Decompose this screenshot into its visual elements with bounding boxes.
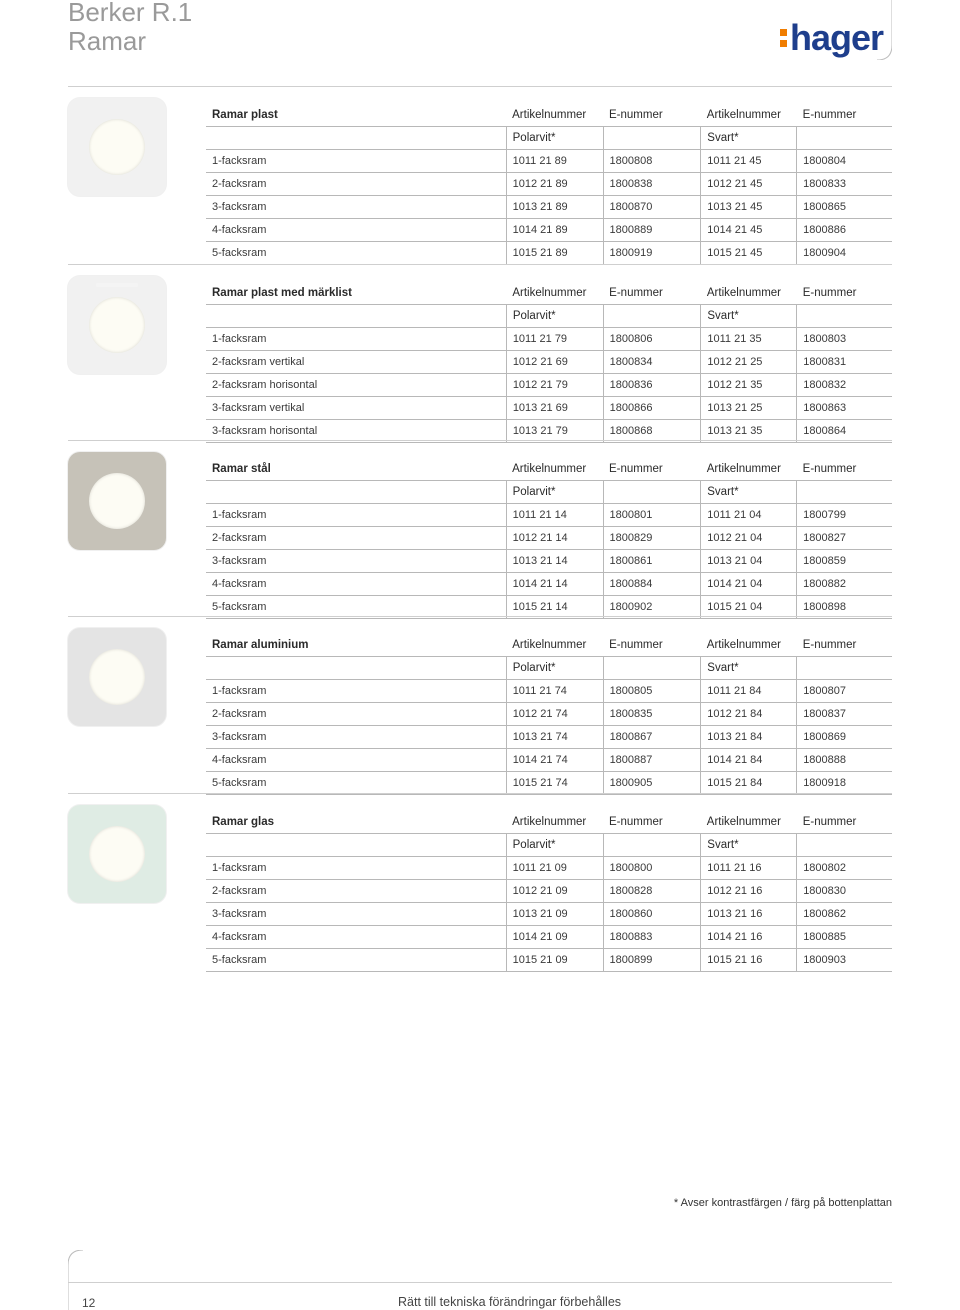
- article-number: 1013 21 25: [701, 397, 797, 420]
- frame-type: 3-facksram: [206, 726, 506, 749]
- article-number: 1011 21 89: [506, 150, 603, 173]
- table-row: [206, 196, 892, 219]
- article-table: [206, 458, 892, 619]
- table-row: [206, 328, 892, 351]
- e-number: 1800899: [603, 949, 701, 972]
- e-number: 1800836: [603, 374, 701, 397]
- e-number: 1800861: [603, 550, 701, 573]
- e-number: 1800889: [603, 219, 701, 242]
- empty-cell: [603, 127, 701, 150]
- color-header-row: [206, 305, 892, 328]
- table-row: [206, 772, 892, 795]
- e-number: 1800806: [603, 328, 701, 351]
- article-number: 1013 21 04: [701, 550, 797, 573]
- e-number: 1800898: [797, 596, 892, 619]
- article-number: 1014 21 16: [701, 926, 797, 949]
- article-number: 1013 21 69: [506, 397, 603, 420]
- frame-product-image: [68, 276, 166, 374]
- table-row: [206, 374, 892, 397]
- color-label: Polarvit*: [506, 481, 603, 504]
- table-row: [206, 527, 892, 550]
- frame-type: 2-facksram: [206, 527, 506, 550]
- article-number: 1013 21 84: [701, 726, 797, 749]
- article-number: 1012 21 35: [701, 374, 797, 397]
- column-header: Artikelnummer: [701, 104, 797, 127]
- color-header-row: [206, 127, 892, 150]
- column-header: E-nummer: [603, 811, 701, 834]
- article-number: 1011 21 45: [701, 150, 797, 173]
- frame-type: 3-facksram horisontal: [206, 420, 506, 443]
- article-number: 1015 21 09: [506, 949, 603, 972]
- frame-type: 5-facksram: [206, 772, 506, 795]
- e-number: 1800886: [797, 219, 892, 242]
- article-number: 1014 21 74: [506, 749, 603, 772]
- e-number: 1800884: [603, 573, 701, 596]
- e-number: 1800827: [797, 527, 892, 550]
- empty-cell: [206, 305, 506, 328]
- color-header-row: [206, 481, 892, 504]
- frame-type: 5-facksram: [206, 242, 506, 265]
- article-table: [206, 104, 892, 265]
- title-line-2: Ramar: [68, 26, 147, 56]
- e-number: 1800831: [797, 351, 892, 374]
- column-header: Artikelnummer: [506, 282, 603, 305]
- e-number: 1800830: [797, 880, 892, 903]
- frame-product-image: [68, 98, 166, 196]
- article-number: 1011 21 14: [506, 504, 603, 527]
- e-number: 1800903: [797, 949, 892, 972]
- article-number: 1011 21 84: [701, 680, 797, 703]
- article-table: [206, 282, 892, 443]
- frame-opening: [89, 119, 145, 175]
- empty-cell: [797, 834, 892, 857]
- column-header: Artikelnummer: [701, 458, 797, 481]
- e-number: 1800866: [603, 397, 701, 420]
- e-number: 1800888: [797, 749, 892, 772]
- frame-product-image: [68, 805, 166, 903]
- e-number: 1800905: [603, 772, 701, 795]
- column-header: E-nummer: [797, 811, 892, 834]
- table-row: [206, 749, 892, 772]
- e-number: 1800869: [797, 726, 892, 749]
- article-number: 1015 21 45: [701, 242, 797, 265]
- section-divider: [68, 264, 892, 265]
- page-title: [68, 0, 192, 56]
- frame-type: 5-facksram: [206, 949, 506, 972]
- section-divider: [68, 86, 892, 87]
- e-number: 1800859: [797, 550, 892, 573]
- article-number: 1012 21 09: [506, 880, 603, 903]
- article-table: [206, 634, 892, 795]
- article-number: 1011 21 16: [701, 857, 797, 880]
- empty-cell: [797, 127, 892, 150]
- e-number: 1800870: [603, 196, 701, 219]
- color-label: Polarvit*: [506, 834, 603, 857]
- article-table: [206, 811, 892, 972]
- empty-cell: [797, 657, 892, 680]
- article-number: 1014 21 14: [506, 573, 603, 596]
- column-header: Artikelnummer: [701, 282, 797, 305]
- frame-type: 1-facksram: [206, 150, 506, 173]
- page-corner-mark-bottom: [68, 1250, 128, 1310]
- table-row: [206, 150, 892, 173]
- table-row: [206, 926, 892, 949]
- article-number: 1014 21 89: [506, 219, 603, 242]
- table-row: [206, 857, 892, 880]
- article-number: 1013 21 09: [506, 903, 603, 926]
- e-number: 1800860: [603, 903, 701, 926]
- table-row: [206, 903, 892, 926]
- table-header-row: [206, 282, 892, 305]
- article-number: 1015 21 74: [506, 772, 603, 795]
- table-header-row: [206, 634, 892, 657]
- article-number: 1015 21 16: [701, 949, 797, 972]
- table-row: [206, 173, 892, 196]
- article-number: 1013 21 79: [506, 420, 603, 443]
- empty-cell: [797, 305, 892, 328]
- empty-cell: [603, 834, 701, 857]
- column-header: Artikelnummer: [701, 634, 797, 657]
- frame-type: 2-facksram: [206, 703, 506, 726]
- frame-type: 4-facksram: [206, 926, 506, 949]
- article-number: 1015 21 04: [701, 596, 797, 619]
- article-number: 1011 21 09: [506, 857, 603, 880]
- table-header-row: [206, 811, 892, 834]
- article-number: 1012 21 04: [701, 527, 797, 550]
- table-header-row: [206, 104, 892, 127]
- e-number: 1800868: [603, 420, 701, 443]
- article-number: 1014 21 09: [506, 926, 603, 949]
- frame-type: 3-facksram: [206, 196, 506, 219]
- e-number: 1800885: [797, 926, 892, 949]
- article-number: 1011 21 04: [701, 504, 797, 527]
- page-number: 12: [82, 1296, 96, 1310]
- article-number: 1013 21 35: [701, 420, 797, 443]
- article-number: 1014 21 04: [701, 573, 797, 596]
- empty-cell: [603, 481, 701, 504]
- e-number: 1800837: [797, 703, 892, 726]
- table-row: [206, 351, 892, 374]
- logo-dots-icon: [780, 29, 787, 47]
- column-header: E-nummer: [603, 634, 701, 657]
- table-row: [206, 680, 892, 703]
- e-number: 1800865: [797, 196, 892, 219]
- frame-type: 2-facksram: [206, 173, 506, 196]
- e-number: 1800803: [797, 328, 892, 351]
- e-number: 1800867: [603, 726, 701, 749]
- frame-opening: [89, 826, 145, 882]
- article-number: 1013 21 45: [701, 196, 797, 219]
- color-header-row: [206, 657, 892, 680]
- frame-opening: [89, 297, 145, 353]
- column-header: Artikelnummer: [506, 811, 603, 834]
- article-number: 1011 21 74: [506, 680, 603, 703]
- e-number: 1800833: [797, 173, 892, 196]
- footnote: * Avser kontrastfärgen / färg på bottenplattan: [673, 1197, 892, 1209]
- frame-type: 2-facksram: [206, 880, 506, 903]
- section-divider: [68, 616, 892, 617]
- frame-type: 1-facksram: [206, 504, 506, 527]
- e-number: 1800862: [797, 903, 892, 926]
- table-row: [206, 504, 892, 527]
- frame-type: 3-facksram: [206, 903, 506, 926]
- e-number: 1800835: [603, 703, 701, 726]
- e-number: 1800883: [603, 926, 701, 949]
- article-number: 1012 21 79: [506, 374, 603, 397]
- e-number: 1800904: [797, 242, 892, 265]
- column-header: E-nummer: [603, 282, 701, 305]
- color-label: Polarvit*: [506, 127, 603, 150]
- section-divider: [68, 440, 892, 441]
- e-number: 1800805: [603, 680, 701, 703]
- section-title: Ramar plast: [206, 104, 506, 127]
- article-number: 1011 21 35: [701, 328, 797, 351]
- article-number: 1012 21 89: [506, 173, 603, 196]
- article-number: 1012 21 74: [506, 703, 603, 726]
- footer-divider: [68, 1282, 892, 1283]
- e-number: 1800834: [603, 351, 701, 374]
- article-number: 1015 21 14: [506, 596, 603, 619]
- e-number: 1800828: [603, 880, 701, 903]
- column-header: Artikelnummer: [506, 634, 603, 657]
- e-number: 1800799: [797, 504, 892, 527]
- empty-cell: [206, 834, 506, 857]
- section-title: Ramar glas: [206, 811, 506, 834]
- e-number: 1800902: [603, 596, 701, 619]
- article-number: 1014 21 45: [701, 219, 797, 242]
- column-header: E-nummer: [797, 282, 892, 305]
- column-header: Artikelnummer: [506, 458, 603, 481]
- e-number: 1800919: [603, 242, 701, 265]
- empty-cell: [797, 481, 892, 504]
- frame-type: 1-facksram: [206, 857, 506, 880]
- e-number: 1800829: [603, 527, 701, 550]
- frame-product-image: [68, 628, 166, 726]
- frame-product-image: [68, 452, 166, 550]
- frame-opening: [89, 473, 145, 529]
- e-number: 1800918: [797, 772, 892, 795]
- table-row: [206, 880, 892, 903]
- title-line-1: Berker R.1: [68, 0, 193, 27]
- frame-type: 2-facksram horisontal: [206, 374, 506, 397]
- e-number: 1800887: [603, 749, 701, 772]
- table-header-row: [206, 458, 892, 481]
- e-number: 1800882: [797, 573, 892, 596]
- frame-type: 4-facksram: [206, 573, 506, 596]
- column-header: E-nummer: [797, 458, 892, 481]
- label-strip: [96, 283, 138, 287]
- column-header: E-nummer: [797, 634, 892, 657]
- e-number: 1800802: [797, 857, 892, 880]
- column-header: E-nummer: [797, 104, 892, 127]
- page-corner-mark-top: [832, 0, 892, 60]
- empty-cell: [603, 305, 701, 328]
- frame-opening: [89, 649, 145, 705]
- section-divider: [68, 793, 892, 794]
- color-label: Svart*: [701, 834, 797, 857]
- table-row: [206, 242, 892, 265]
- logo-text: hager: [790, 17, 884, 58]
- frame-type: 1-facksram: [206, 328, 506, 351]
- frame-type: 1-facksram: [206, 680, 506, 703]
- e-number: 1800838: [603, 173, 701, 196]
- article-number: 1012 21 45: [701, 173, 797, 196]
- empty-cell: [206, 127, 506, 150]
- table-row: [206, 219, 892, 242]
- color-label: Svart*: [701, 305, 797, 328]
- e-number: 1800807: [797, 680, 892, 703]
- table-row: [206, 703, 892, 726]
- e-number: 1800804: [797, 150, 892, 173]
- article-number: 1012 21 84: [701, 703, 797, 726]
- e-number: 1800864: [797, 420, 892, 443]
- article-number: 1013 21 89: [506, 196, 603, 219]
- e-number: 1800808: [603, 150, 701, 173]
- frame-type: 4-facksram: [206, 219, 506, 242]
- frame-type: 3-facksram vertikal: [206, 397, 506, 420]
- frame-type: 3-facksram: [206, 550, 506, 573]
- article-number: 1014 21 84: [701, 749, 797, 772]
- article-number: 1015 21 89: [506, 242, 603, 265]
- column-header: Artikelnummer: [506, 104, 603, 127]
- article-number: 1013 21 16: [701, 903, 797, 926]
- empty-cell: [206, 481, 506, 504]
- e-number: 1800832: [797, 374, 892, 397]
- frame-type: 2-facksram vertikal: [206, 351, 506, 374]
- color-label: Polarvit*: [506, 305, 603, 328]
- footer-text: Rätt till tekniska förändringar förbehålles: [398, 1295, 622, 1309]
- article-number: 1012 21 25: [701, 351, 797, 374]
- article-number: 1012 21 16: [701, 880, 797, 903]
- frame-type: 5-facksram: [206, 596, 506, 619]
- table-row: [206, 726, 892, 749]
- table-row: [206, 573, 892, 596]
- article-number: 1012 21 69: [506, 351, 603, 374]
- empty-cell: [206, 657, 506, 680]
- article-number: 1012 21 14: [506, 527, 603, 550]
- section-title: Ramar stål: [206, 458, 506, 481]
- color-label: Polarvit*: [506, 657, 603, 680]
- e-number: 1800800: [603, 857, 701, 880]
- empty-cell: [603, 657, 701, 680]
- article-number: 1013 21 14: [506, 550, 603, 573]
- section-title: Ramar plast med märklist: [206, 282, 506, 305]
- table-row: [206, 550, 892, 573]
- column-header: E-nummer: [603, 104, 701, 127]
- table-row: [206, 949, 892, 972]
- column-header: E-nummer: [603, 458, 701, 481]
- e-number: 1800863: [797, 397, 892, 420]
- color-label: Svart*: [701, 481, 797, 504]
- frame-type: 4-facksram: [206, 749, 506, 772]
- article-number: 1015 21 84: [701, 772, 797, 795]
- article-number: 1013 21 74: [506, 726, 603, 749]
- table-row: [206, 397, 892, 420]
- color-header-row: [206, 834, 892, 857]
- article-number: 1011 21 79: [506, 328, 603, 351]
- e-number: 1800801: [603, 504, 701, 527]
- color-label: Svart*: [701, 127, 797, 150]
- column-header: Artikelnummer: [701, 811, 797, 834]
- color-label: Svart*: [701, 657, 797, 680]
- section-title: Ramar aluminium: [206, 634, 506, 657]
